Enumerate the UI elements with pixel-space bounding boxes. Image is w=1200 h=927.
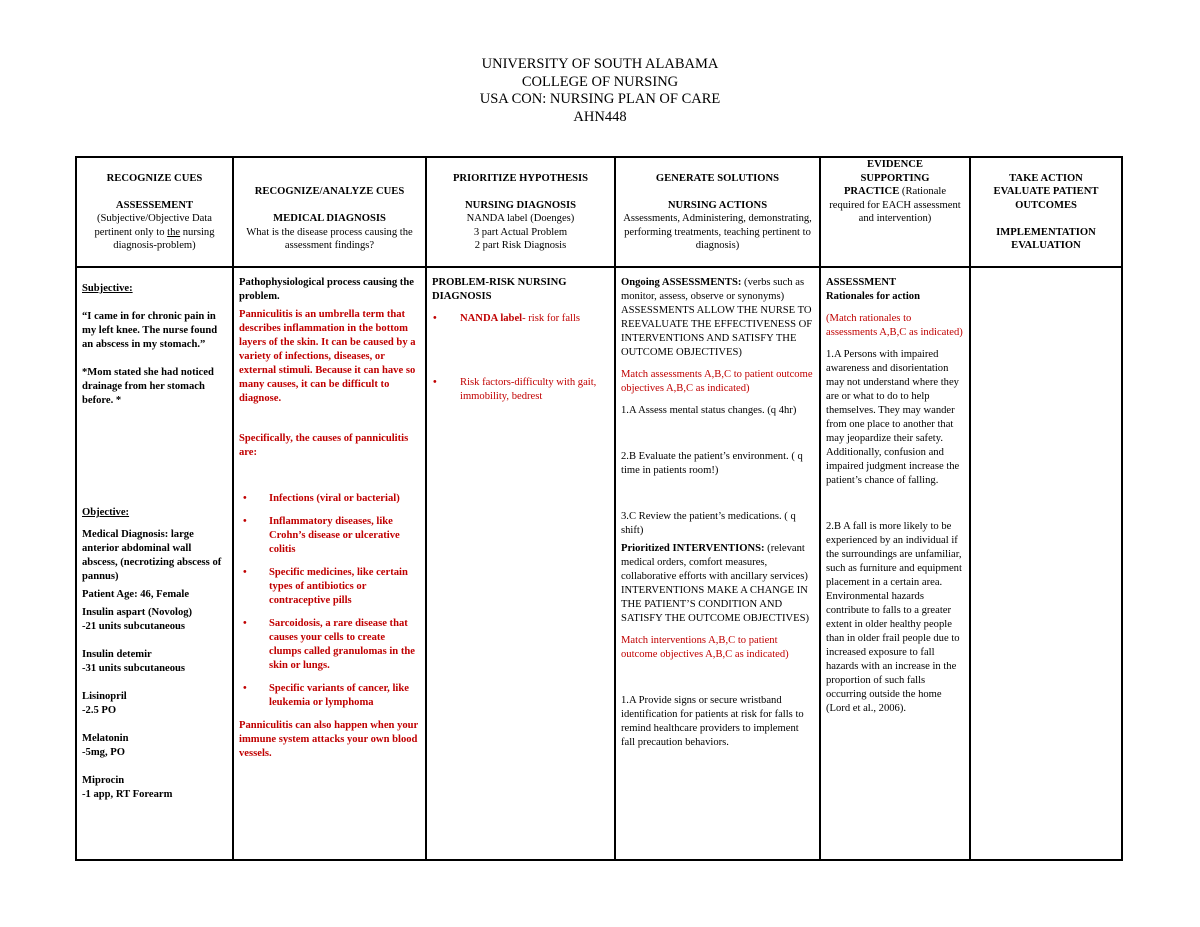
rationales-subheading: Rationales for action <box>826 291 920 302</box>
col-header-prioritize-hypothesis: PRIORITIZE HYPOTHESIS NURSING DIAGNOSIS NANDA label (Doenges) 3 part Actual Problem 2 part Risk Diagnosis <box>426 157 615 267</box>
med-dose: -1 app, RT Forearm <box>82 789 173 800</box>
med-dose: -21 units subcutaneous <box>82 621 186 632</box>
take-action-cell <box>970 267 1122 860</box>
panniculitis-definition: Panniculitis is an umbrella term that describes inflammation in the bottom layers of the skin. It can be caused by a variety of infections, diseases, or external stimuli. Because it can have so many causes, it can be difficult to diagnose. <box>239 309 416 404</box>
causes-list <box>239 492 420 710</box>
prioritized-interventions: Prioritized INTERVENTIONS: (relevant medical orders, comfort measures, collaborative efforts with ancillary services) INTERVENTIONS MAKE A CHANGE IN THE PATIENT’S CONDITION AND SATISFY THE OUTCOME OBJECTIVES) <box>621 543 810 624</box>
cause-item: • Specific variants of cancer, like leukemia or lymphoma <box>269 682 420 710</box>
match-interventions-note: Match interventions A,B,C to patient outcome objectives A,B,C as indicated) <box>621 635 789 660</box>
rationale-1a: 1.A Persons with impaired awareness and disorientation may not understand where they are or what to do to help themselves. They may wander from one place to another that may jeopardize their safety. Additionally, confusion and impaired judgment increase the patient’s chance of falling. <box>826 349 960 486</box>
med-name: Insulin aspart (Novolog) <box>82 607 193 618</box>
assessment-cell <box>76 267 233 860</box>
causes-intro: Specifically, the causes of panniculitis are: <box>239 433 409 458</box>
closing-statement: Panniculitis can also happen when your immune system attacks your own blood vessels. <box>239 720 419 759</box>
col-header-generate-solutions: GENERATE SOLUTIONS NURSING ACTIONS Assessments, Administering, demonstrating, performing treatments, teaching pertinent to diagnosis) <box>615 157 820 267</box>
content-row <box>76 267 1122 860</box>
cause-item: • Specific medicines, like certain types of antibiotics or contraceptive pills <box>269 566 420 608</box>
nanda-item: • NANDA label- risk for falls <box>460 312 609 326</box>
col-header-evidence: EVIDENCE SUPPORTING PRACTICE (Rationale required for EACH assessment and intervention) <box>820 157 970 267</box>
patho-heading: Pathophysiological process causing the problem. <box>239 277 414 302</box>
care-plan-table <box>75 156 1123 861</box>
cause-item: • Sarcoidosis, a rare disease that causes your cells to create clumps called granulomas in the skin or lungs. <box>269 617 420 673</box>
medical-diagnosis-text: Medical Diagnosis: large anterior abdominal wall abscess, (necrotizing abscess of pannus) <box>82 529 222 582</box>
assessment-rationale-heading: ASSESSMENT <box>826 277 897 288</box>
cause-item: • Inflammatory diseases, like Crohn’s disease or ulcerative colitis <box>269 515 420 557</box>
nanda-list <box>432 312 609 326</box>
medical-diagnosis-cell <box>233 267 426 860</box>
patient-age: Patient Age: 46, Female <box>82 589 190 600</box>
college-title: COLLEGE OF NURSING <box>521 73 679 90</box>
document-header <box>0 56 1200 126</box>
mom-statement: *Mom stated she had noticed drainage from her stomach before. * <box>82 367 214 406</box>
med-dose: -5mg, PO <box>82 747 125 758</box>
nursing-diagnosis-cell <box>426 267 615 860</box>
university-title: UNIVERSITY OF SOUTH ALABAMA <box>481 56 719 72</box>
plan-title: USA CON: NURSING PLAN OF CARE <box>479 91 721 107</box>
cause-item: • Infections (viral or bacterial) <box>269 492 420 506</box>
med-name: Lisinopril <box>82 691 127 702</box>
header-row <box>76 157 1122 267</box>
patient-quote: “I came in for chronic pain in my left knee. The nurse found an abscess in my stomach.” <box>82 311 218 350</box>
problem-risk-heading: PROBLEM-RISK NURSING DIAGNOSIS <box>432 277 567 302</box>
rationale-2b: 2.B A fall is more likely to be experienced by an individual if the surroundings are unfamiliar, such as furniture and equipment placement in a certain area. Environmental hazards contribute to falls to a greater extent in older healthy people than in older frail people due to increased exposure to fall hazards with an increase in the proportion of such falls occurring outside the home (Lord et al., 2006). <box>826 521 962 714</box>
med-name: Melatonin <box>82 733 129 744</box>
intervention-1a: 1.A Provide signs or secure wristband identification for patients at risk for falls to remind healthcare providers to implement fall precaution behaviors. <box>621 695 804 748</box>
risk-factor-list <box>432 376 609 404</box>
med-name: Miprocin <box>82 775 125 786</box>
assessment-1a: 1.A Assess mental status changes. (q 4hr) <box>621 405 797 416</box>
nursing-actions-cell <box>615 267 820 860</box>
match-assessments-note: Match assessments A,B,C to patient outcome objectives A,B,C as indicated) <box>621 369 813 394</box>
risk-factor-item: • Risk factors-difficulty with gait, immobility, bedrest <box>460 376 609 404</box>
col-header-take-action: TAKE ACTION EVALUATE PATIENT OUTCOMES IMPLEMENTATION EVALUATION <box>970 157 1122 267</box>
evidence-cell <box>820 267 970 860</box>
col-header-analyze-cues: RECOGNIZE/ANALYZE CUES MEDICAL DIAGNOSIS What is the disease process causing the assessment findings? <box>233 157 426 267</box>
assessment-3c: 3.C Review the patient’s medications. ( q shift) <box>621 511 796 536</box>
subjective-label: Subjective: <box>82 283 133 294</box>
med-dose: -31 units subcutaneous <box>82 663 186 674</box>
course-code: AHN448 <box>573 108 627 125</box>
ongoing-assessments: Ongoing ASSESSMENTS: (verbs such as monitor, assess, observe or synonyms) ASSESSMENTS ALLOW THE NURSE TO REEVALUATE THE EFFECTIVENESS OF INTERVENTIONS AND SATISFY THE OUTCOME OBJECTIVES) <box>621 277 813 358</box>
med-dose: -2.5 PO <box>82 705 117 716</box>
med-name: Insulin detemir <box>82 649 152 660</box>
match-rationales-note: (Match rationales to assessments A,B,C as indicated) <box>826 313 963 338</box>
objective-label: Objective: <box>82 507 130 518</box>
col-header-recognize-cues: RECOGNIZE CUES ASSESSEMENT (Subjective/Objective Data pertinent only to the nursing diagnosis-problem) <box>76 157 233 267</box>
assessment-2b: 2.B Evaluate the patient’s environment. ( q time in patients room!) <box>621 451 803 476</box>
